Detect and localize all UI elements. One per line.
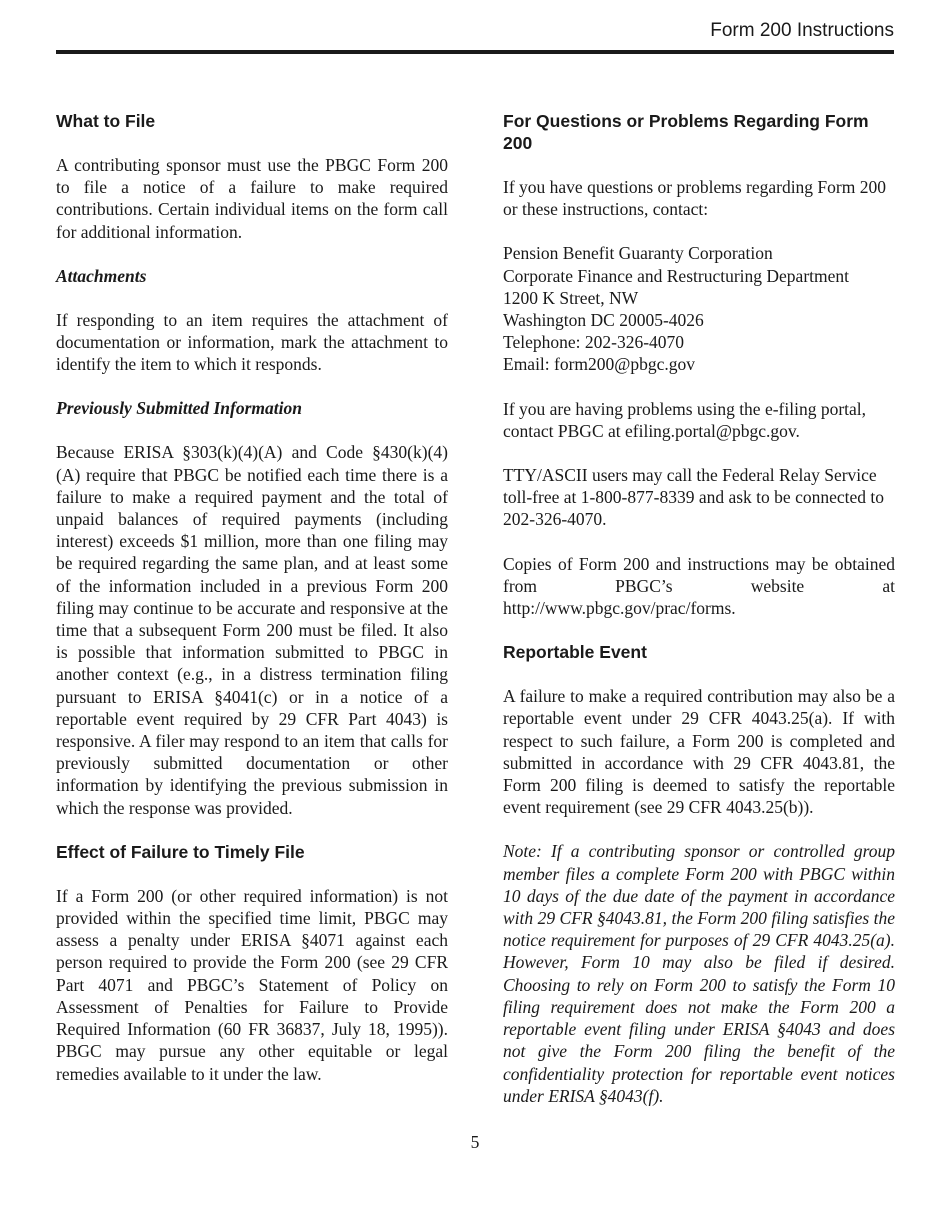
portal-contact: If you are having problems using the e-filing portal, contact PBGC at efiling.portal@pbgc.gov. bbox=[503, 398, 867, 441]
effect-of-failure-body: If a Form 200 (or other required information) is not provided within the specified time limit, PBGC may assess a penalty under ERISA §4071 against each person required to provide the Form 200 (see 29 CFR Part 4071 and PBGC’s Statement of Policy on Assessment of Penalties for Failure to Provide Required Information (60 FR 36837, July 18, 1995)). PBGC may pursue any other equitable or legal remedies available to it under the law. bbox=[56, 885, 448, 1084]
reportable-event-body: A failure to make a required contribution may also be a reportable event under 29 CFR 4043.25(a). If with respect to such failure, a Form 200 is completed and submitted in accordance with 29 CFR 4043.81, the Form 200 filing is deemed to satisfy the reportable event requirement (see 29 CFR 4043.25(b)). bbox=[503, 686, 895, 818]
page-header-title: Form 200 Instructions bbox=[710, 20, 894, 41]
address-line: 1200 K Street, NW bbox=[503, 287, 639, 308]
header-divider bbox=[56, 50, 894, 54]
address-telephone: Telephone: 202-326-4070 bbox=[503, 332, 685, 353]
questions-section bbox=[503, 110, 895, 619]
reportable-event-note: Note: If a contributing sponsor or controlled group member files a complete Form 200 with PBGC within 10 days of the due date of the payment in accordance with 29 CFR §4043.81, the Form 200 filing satisfies the notice requirement for purposes of 29 CFR 4043.25(a). However, Form 10 may also be filed if desired. Choosing to rely on Form 200 to satisfy the Form 10 filing requirement does not make the Form 200 a reportable event filing under ERISA §4043 and does not give the Form 200 filing the benefit of the confidentiality protection for reportable event notices under ERISA §4043(f). bbox=[503, 841, 895, 1106]
address-email: Email: form200@pbgc.gov bbox=[503, 354, 696, 375]
effect-of-failure-section bbox=[56, 841, 448, 1085]
previously-submitted-heading: Previously Submitted Information bbox=[56, 398, 302, 419]
reportable-event-heading: Reportable Event bbox=[503, 642, 647, 663]
questions-heading: For Questions or Problems Regarding Form 200 bbox=[503, 111, 869, 153]
right-column bbox=[503, 110, 895, 1129]
reportable-event-section bbox=[503, 641, 895, 1107]
left-column bbox=[56, 110, 448, 1107]
previously-submitted-section bbox=[56, 397, 448, 818]
questions-intro: If you have questions or problems regarding Form 200 or these instructions, contact: bbox=[503, 177, 886, 220]
attachments-section bbox=[56, 265, 448, 376]
address-line: Pension Benefit Guaranty Corporation bbox=[503, 243, 773, 264]
contact-address bbox=[503, 242, 895, 375]
attachments-body: If responding to an item requires the attachment of documentation or information, mark the attachment to identify the item to which it responds. bbox=[56, 309, 448, 375]
effect-of-failure-heading: Effect of Failure to Timely File bbox=[56, 841, 305, 862]
attachments-heading: Attachments bbox=[56, 265, 147, 286]
tty-contact: TTY/ASCII users may call the Federal Relay Service toll-free at 1-800-877-8339 and ask to be connected to 202-326-4070. bbox=[503, 465, 884, 530]
what-to-file-body: A contributing sponsor must use the PBGC Form 200 to file a notice of a failure to make required contributions. Certain individual items on the form call for additional information. bbox=[56, 155, 448, 242]
what-to-file-section bbox=[56, 110, 448, 243]
copies-info: Copies of Form 200 and instructions may be obtained from PBGC’s website at http://www.pbgc.gov/prac/forms. bbox=[503, 553, 895, 619]
page-number: 5 bbox=[470, 1132, 480, 1152]
what-to-file-heading: What to File bbox=[56, 111, 156, 131]
previously-submitted-body: Because ERISA §303(k)(4)(A) and Code §430(k)(4)(A) require that PBGC be notified each time there is a failure to make a required payment and the total of unpaid balances of required payments (including interest) exceeds $1 million, more than one filing may be required regarding the same plan, and at least some of the information included in a previous Form 200 filing may continue to be accurate and responsive at the time that a subsequent Form 200 must be filed. It also is possible that information submitted to PBGC in another context (e.g., in a distress termination filing pursuant to ERISA §4041(c) or in a notice of a reportable event required by 29 CFR Part 4043) is responsive. A filer may respond to an item that calls for previously submitted documentation or other information by identifying the previous submission in which the response was provided. bbox=[56, 442, 448, 818]
address-line: Corporate Finance and Restructuring Department bbox=[503, 265, 850, 286]
address-line: Washington DC 20005-4026 bbox=[503, 310, 704, 331]
